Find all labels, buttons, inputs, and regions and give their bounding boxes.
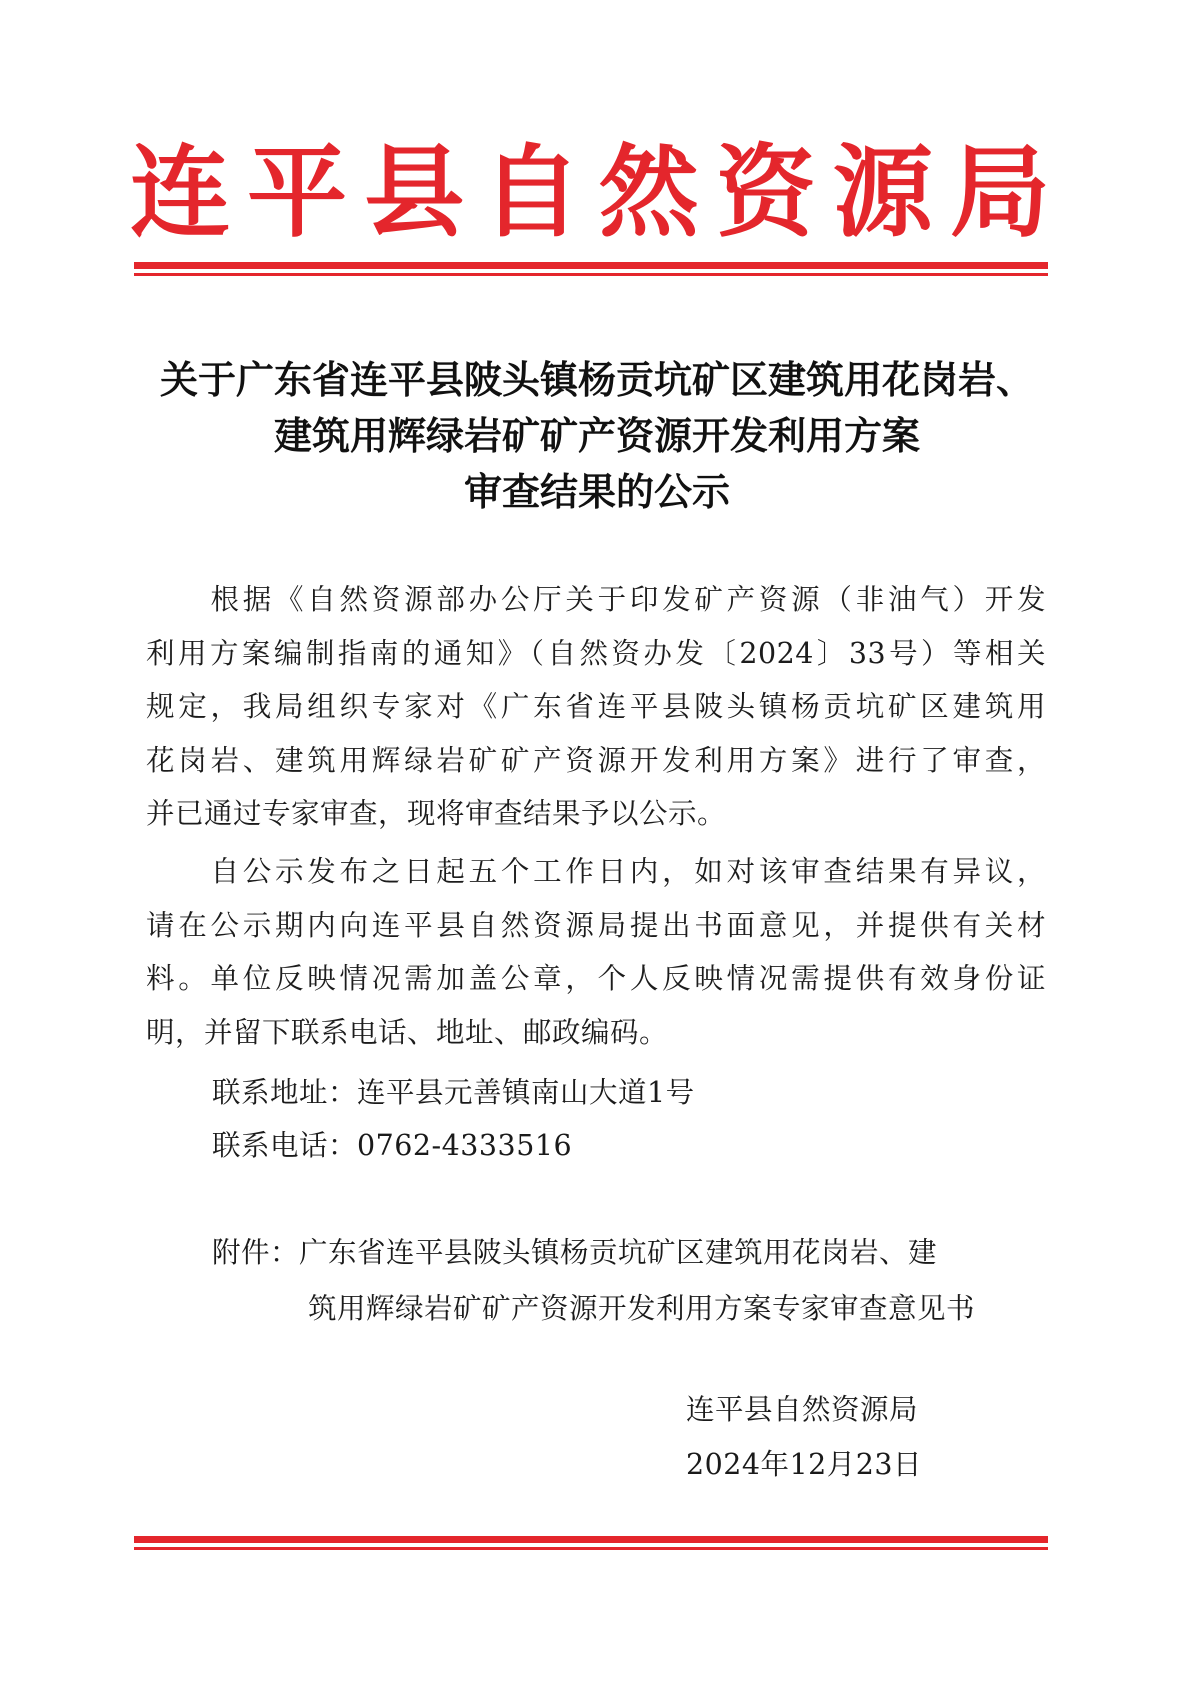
issuing-authority-header — [130, 128, 1050, 258]
paragraph-line: 请在公示期内向连平县自然资源局提出书面意见，并提供有关材 — [146, 908, 1046, 942]
header-char: 资 — [715, 134, 816, 251]
title-line: 审查结果的公示 — [463, 470, 730, 514]
paragraph-line: 并已通过专家审查，现将审查结果予以公示。 — [146, 797, 727, 830]
paragraph-line: 明，并留下联系电话、地址、邮政编码。 — [146, 1015, 669, 1049]
header-divider-thin — [134, 273, 1048, 276]
contact-phone: 联系电话：0762-4333516 — [212, 1129, 573, 1162]
paragraph-line: 自公示发布之日起五个工作日内，如对该审查结果有异议， — [146, 855, 1046, 888]
footer-divider-thin — [134, 1547, 1048, 1550]
header-char: 自 — [481, 134, 582, 251]
header-divider-thick — [134, 262, 1048, 269]
paragraph-line: 根据《自然资源部办公厅关于印发矿产资源（非油气）开发 — [146, 583, 1046, 616]
header-char: 平 — [247, 134, 348, 251]
header-char: 连 — [130, 134, 230, 251]
footer-divider-thick — [134, 1536, 1048, 1543]
header-char: 局 — [949, 134, 1050, 251]
signature-organization: 连平县自然资源局 — [686, 1393, 919, 1426]
document-title — [130, 352, 1064, 520]
paragraph-line: 利用方案编制指南的通知》（自然资办发〔2024〕33号）等相关 — [146, 636, 1046, 670]
title-line: 关于广东省连平县陂头镇杨贡坑矿区建筑用花岗岩、 — [159, 358, 1034, 402]
attachment-line-1: 附件：广东省连平县陂头镇杨贡坑矿区建筑用花岗岩、建 — [212, 1236, 938, 1269]
signature-date: 2024年12月23日 — [686, 1448, 923, 1481]
paragraph-line: 规定，我局组织专家对《广东省连平县陂头镇杨贡坑矿区建筑用 — [146, 690, 1046, 723]
paragraph-line: 花岗岩、建筑用辉绿岩矿矿产资源开发利用方案》进行了审查， — [146, 743, 1046, 777]
header-char: 然 — [598, 134, 699, 251]
header-char: 源 — [832, 134, 933, 251]
header-char: 县 — [364, 134, 465, 251]
contact-address: 联系地址：连平县元善镇南山大道1号 — [212, 1076, 695, 1109]
body-paragraph-1 — [146, 573, 1046, 841]
title-line: 建筑用辉绿岩矿矿产资源开发利用方案 — [273, 414, 920, 458]
paragraph-line: 料。单位反映情况需加盖公章，个人反映情况需提供有效身份证 — [146, 962, 1046, 995]
attachment-line-2: 筑用辉绿岩矿矿产资源开发利用方案专家审查意见书 — [308, 1292, 976, 1325]
body-paragraph-2 — [146, 845, 1046, 1059]
